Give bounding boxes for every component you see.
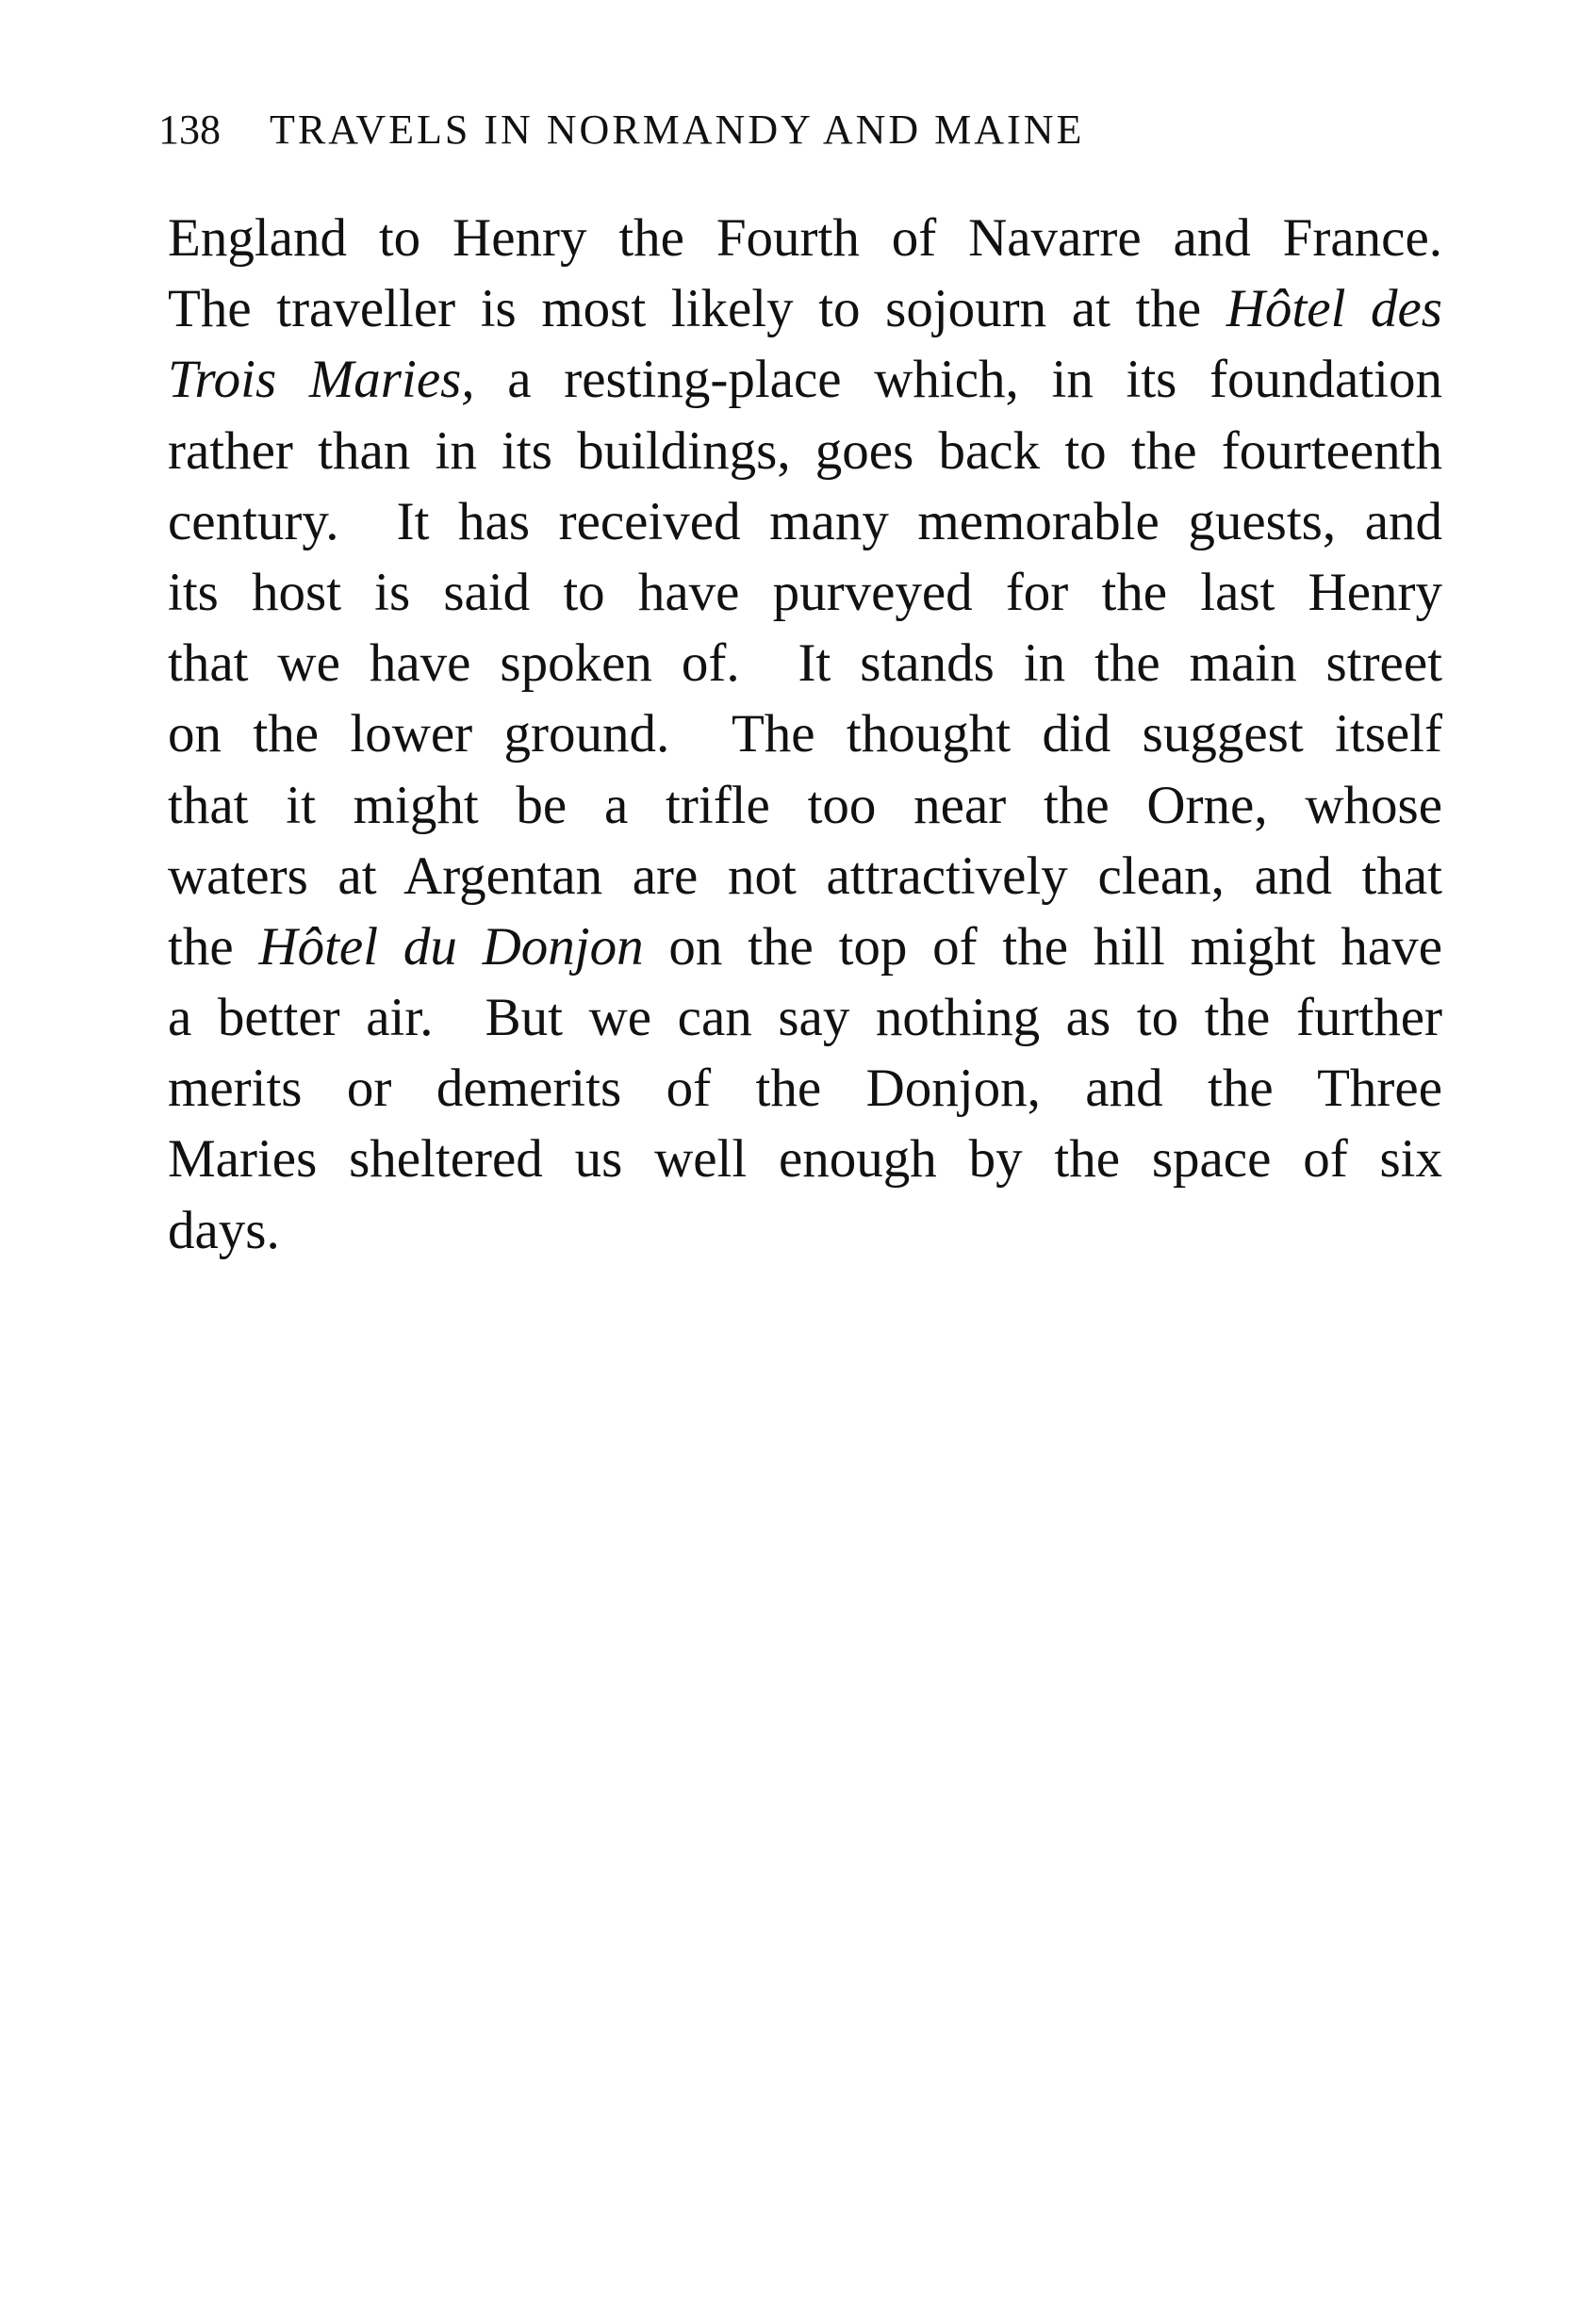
text-segment: that we have spoken of. It stands in the main street <box>168 633 1442 694</box>
running-header <box>158 106 1440 154</box>
text-line <box>168 1124 1442 1194</box>
text-segment: waters at Argentan are not attractively clean, and that <box>168 846 1442 906</box>
text-line <box>168 1053 1442 1124</box>
text-segment: England to Henry the Fourth of Navarre and France. <box>168 208 1442 268</box>
text-segment: on the lower ground. The thought did suggest itself <box>168 704 1442 764</box>
italic-text: Trois Maries, <box>168 350 475 410</box>
text-segment: a better air. But we can say nothing as to the further <box>168 988 1442 1048</box>
text-segment: days. <box>168 1200 280 1260</box>
text-line <box>168 416 1442 486</box>
text-segment: century. It has received many memorable guests, and <box>168 491 1442 551</box>
text-line <box>168 1195 1442 1266</box>
text-segment: The traveller is most likely to sojourn at the <box>168 279 1226 339</box>
text-segment: rather than in its buildings, goes back to the fourteenth <box>168 420 1442 481</box>
text-segment: merits or demerits of the Donjon, and the Three <box>168 1059 1442 1119</box>
running-title: TRAVELS IN NORMANDY AND MAINE <box>270 107 1085 153</box>
italic-text: Hôtel des <box>1226 279 1442 339</box>
text-line <box>168 770 1442 841</box>
text-segment: Maries sheltered us well enough by the space of six <box>168 1129 1442 1190</box>
body-text <box>168 203 1442 1266</box>
text-line <box>168 841 1442 911</box>
text-segment: on the top of the hill might have <box>643 916 1442 977</box>
text-segment: its host is said to have purveyed for the last Henry <box>168 562 1442 622</box>
text-line <box>168 344 1442 415</box>
text-segment: that it might be a trifle too near the Orne, whose <box>168 775 1442 835</box>
text-line <box>168 557 1442 628</box>
text-line <box>168 982 1442 1053</box>
text-line <box>168 486 1442 557</box>
text-line <box>168 273 1442 344</box>
page-number: 138 <box>158 107 221 153</box>
italic-text: Hôtel du Donjon <box>258 916 644 977</box>
text-segment: a resting-place which, in its foundation <box>474 350 1442 410</box>
text-line <box>168 203 1442 273</box>
text-line <box>168 698 1442 769</box>
text-line <box>168 911 1442 982</box>
text-line <box>168 628 1442 698</box>
text-segment: the <box>168 916 259 977</box>
